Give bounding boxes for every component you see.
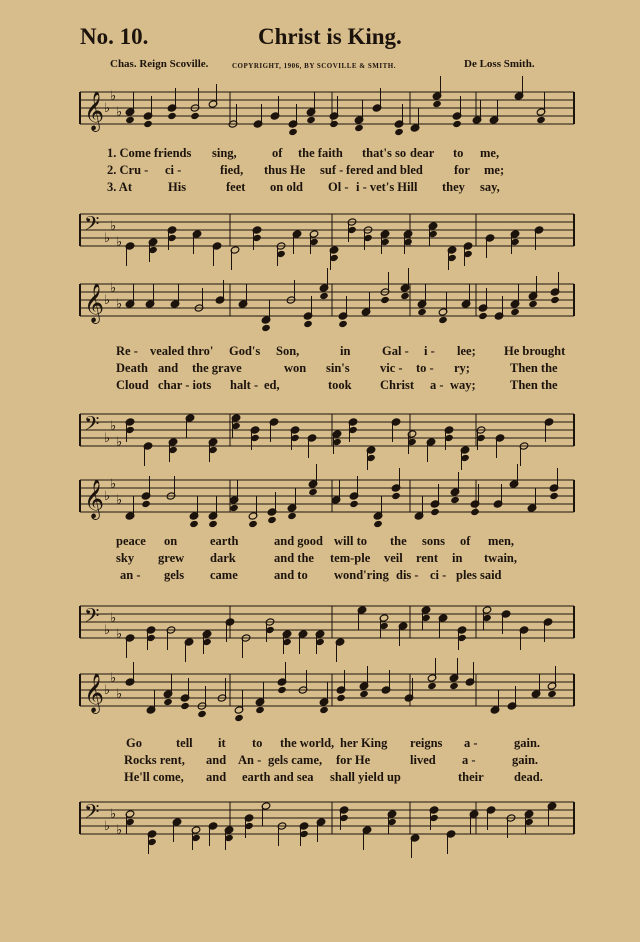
lyric-syllable: gain. (512, 753, 539, 767)
lyric-syllable: Son, (276, 344, 300, 358)
lyric-syllable: in (452, 551, 463, 565)
lyric-syllable: me; (484, 163, 505, 177)
lyric-syllable: twain, (484, 551, 517, 565)
lyric-syllable: came (210, 568, 238, 582)
lyric-syllable: 2. Cru - (107, 163, 149, 177)
lyric-syllable: peace (116, 534, 146, 548)
flat-icon: ♭ (110, 671, 117, 686)
lyric-syllable: to (453, 146, 464, 160)
lyric-syllable: ci - (165, 163, 182, 177)
verse-3-line-1 (80, 180, 574, 198)
lyric-syllable: An - (238, 753, 262, 767)
lyric-syllable: dis - (396, 568, 419, 582)
music-system-3 (80, 474, 574, 654)
lyric-syllable: lee; (457, 344, 476, 358)
flat-icon: ♭ (110, 807, 117, 822)
lyric-syllable: His (168, 180, 187, 194)
lyric-syllable: the (390, 534, 407, 548)
lyric-syllable: and the (274, 551, 314, 565)
lyric-syllable: Re - (116, 344, 138, 358)
lyric-syllable: Then the (510, 378, 558, 392)
lyric-syllable: men, (488, 534, 515, 548)
lyric-syllable: ed, (264, 378, 280, 392)
lyric-syllable: and to (274, 568, 308, 582)
lyric-syllable: Gal - (382, 344, 409, 358)
treble-staff-3 (80, 474, 574, 524)
flat-icon: ♭ (104, 623, 111, 638)
lyric-syllable: char - iots (158, 378, 212, 392)
verse-3-line-4 (80, 770, 574, 788)
lyric-syllable: gels came, (268, 753, 323, 767)
lyric-syllable: Go (126, 736, 142, 750)
flat-icon: ♭ (116, 235, 123, 250)
lyric-syllable: to - (416, 361, 434, 375)
lyric-syllable: i - (424, 344, 435, 358)
lyric-syllable: Rocks rent, (124, 753, 185, 767)
lyric-syllable: Death (116, 361, 148, 375)
lyric-syllable: fered and bled (346, 163, 423, 177)
lyric-syllable: gels (164, 568, 185, 582)
flat-icon: ♭ (104, 101, 111, 116)
treble-clef-icon: 𝄞 (84, 673, 105, 713)
treble-staff-1 (80, 86, 574, 136)
lyric-syllable: thus He (264, 163, 306, 177)
lyric-syllable: grew (158, 551, 185, 565)
verse-2-line-4 (80, 753, 574, 771)
lyric-syllable: of (272, 146, 283, 160)
lyric-syllable: her King (340, 736, 388, 750)
treble-clef-icon: 𝄞 (84, 283, 105, 323)
verse-2-line-2 (80, 361, 574, 379)
lyricist-credit: Chas. Reign Scoville. (110, 58, 209, 70)
lyric-syllable: fied, (220, 163, 244, 177)
verse-3-line-2 (80, 378, 574, 396)
treble-staff-2 (80, 278, 574, 328)
lyric-syllable: ples said (456, 568, 502, 582)
lyric-syllable: will to (334, 534, 367, 548)
lyric-syllable: way; (450, 378, 476, 392)
lyric-syllable: ry; (454, 361, 470, 375)
lyric-syllable: tem-ple (330, 551, 371, 565)
verse-1-line-4 (80, 736, 574, 754)
lyric-syllable: on (164, 534, 178, 548)
lyric-syllable: sin's (326, 361, 350, 375)
bass-staff-3 (80, 600, 574, 650)
lyric-syllable: earth (210, 534, 239, 548)
lyric-syllable: 3. At (107, 180, 132, 194)
lyric-syllable: Then the (510, 361, 558, 375)
lyric-syllable: God's (229, 344, 261, 358)
bass-clef-icon: 𝄢 (84, 212, 100, 240)
lyric-syllable: and (206, 770, 227, 784)
lyric-syllable: veil (384, 551, 403, 565)
bass-clef-icon: 𝄢 (84, 412, 100, 440)
lyric-syllable: halt - (230, 378, 259, 392)
lyric-syllable: tell (176, 736, 193, 750)
lyric-syllable: a - (462, 753, 476, 767)
flat-icon: ♭ (116, 493, 123, 508)
verse-2-line-3 (80, 551, 574, 569)
flat-icon: ♭ (110, 89, 117, 104)
flat-icon: ♭ (110, 611, 117, 626)
lyric-syllable: dead. (514, 770, 543, 784)
bass-staff-4 (80, 796, 574, 846)
lyric-syllable: suf - (320, 163, 344, 177)
lyric-syllable: 1. Come friends (107, 146, 192, 160)
treble-staff-4 (80, 668, 574, 718)
flat-icon: ♭ (104, 489, 111, 504)
lyric-syllable: that's so (362, 146, 407, 160)
lyric-syllable: Cloud (116, 378, 149, 392)
hymn-number: No. 10. (80, 24, 149, 49)
lyric-syllable: rent (416, 551, 438, 565)
lyric-syllable: vic - (380, 361, 403, 375)
lyric-syllable: wond'ring (334, 568, 389, 582)
lyric-syllable: dear (410, 146, 435, 160)
lyric-syllable: He'll come, (124, 770, 184, 784)
lyric-syllable: sons (422, 534, 445, 548)
flat-icon: ♭ (116, 435, 123, 450)
lyric-syllable: feet (226, 180, 246, 194)
lyric-syllable: their (458, 770, 484, 784)
lyric-syllable: reigns (410, 736, 443, 750)
lyric-syllable: ci - (430, 568, 447, 582)
lyric-syllable: sing, (212, 146, 237, 160)
lyric-syllable: say, (480, 180, 500, 194)
verse-1-line-3 (80, 534, 574, 552)
flat-icon: ♭ (116, 105, 123, 120)
lyric-syllable: for (454, 163, 470, 177)
treble-clef-icon: 𝄞 (84, 479, 105, 519)
treble-clef-icon: 𝄞 (84, 91, 105, 131)
lyric-syllable: and (206, 753, 227, 767)
music-system-2 (80, 278, 574, 458)
flat-icon: ♭ (110, 477, 117, 492)
lyric-syllable: sky (116, 551, 135, 565)
bass-staff-2 (80, 408, 574, 458)
bass-clef-icon: 𝄢 (84, 604, 100, 632)
lyric-syllable: in (340, 344, 351, 358)
lyric-syllable: took (328, 378, 352, 392)
lyric-syllable: the grave (192, 361, 242, 375)
lyric-syllable: and (158, 361, 179, 375)
flat-icon: ♭ (116, 297, 123, 312)
lyric-syllable: lived (410, 753, 436, 767)
lyric-syllable: on old (270, 180, 304, 194)
lyric-syllable: Ol - (328, 180, 349, 194)
flat-icon: ♭ (116, 823, 123, 838)
flat-icon: ♭ (110, 281, 117, 296)
flat-icon: ♭ (116, 687, 123, 702)
lyric-syllable: to (252, 736, 263, 750)
lyric-syllable: me, (480, 146, 500, 160)
bass-clef-icon: 𝄢 (84, 800, 100, 828)
flat-icon: ♭ (116, 627, 123, 642)
lyric-syllable: He brought (504, 344, 566, 358)
verse-1-line-1 (80, 146, 574, 164)
copyright-notice: COPYRIGHT, 1906, BY SCOVILLE & SMITH. (232, 62, 396, 70)
lyric-syllable: Christ (380, 378, 415, 392)
lyric-syllable: a - (430, 378, 444, 392)
flat-icon: ♭ (104, 431, 111, 446)
lyric-syllable: shall yield up (330, 770, 401, 784)
flat-icon: ♭ (110, 419, 117, 434)
lyric-syllable: and good (274, 534, 323, 548)
verse-3-line-3 (80, 568, 574, 586)
music-system-4 (80, 668, 574, 848)
lyric-syllable: a - (464, 736, 478, 750)
lyric-syllable: earth and sea (242, 770, 314, 784)
composer-credit: De Loss Smith. (464, 58, 535, 70)
flat-icon: ♭ (110, 219, 117, 234)
lyric-syllable: they (442, 180, 465, 194)
flat-icon: ♭ (104, 231, 111, 246)
bass-staff-1 (80, 208, 574, 258)
lyric-syllable: won (284, 361, 307, 375)
hymn-title: Christ is King. (258, 24, 402, 49)
lyric-syllable: the faith (298, 146, 343, 160)
lyric-syllable: of (460, 534, 471, 548)
lyric-syllable: for He (336, 753, 371, 767)
flat-icon: ♭ (104, 683, 111, 698)
lyric-syllable: vealed thro' (150, 344, 214, 358)
lyric-syllable: the world, (280, 736, 335, 750)
verse-2-line-1 (80, 163, 574, 181)
flat-icon: ♭ (104, 293, 111, 308)
lyric-syllable: an - (120, 568, 141, 582)
lyric-syllable: gain. (514, 736, 541, 750)
flat-icon: ♭ (104, 819, 111, 834)
lyric-syllable: i - vet's Hill (356, 180, 418, 194)
music-system-1 (80, 86, 574, 266)
lyric-syllable: it (218, 736, 226, 750)
lyric-syllable: dark (210, 551, 236, 565)
verse-1-line-2 (80, 344, 574, 362)
